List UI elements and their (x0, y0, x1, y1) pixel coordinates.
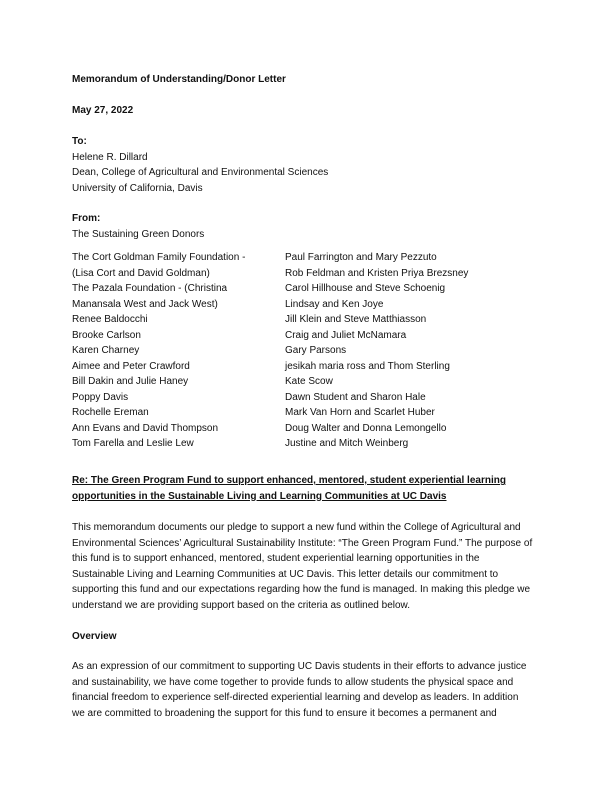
memo-title: Memorandum of Understanding/Donor Letter (72, 74, 286, 85)
paragraph-line: understand we are providing support based on the criteria as outlined below. (72, 599, 410, 611)
overview-paragraph (72, 659, 542, 721)
donor-item: Gary Parsons (285, 345, 347, 356)
to-label: To: (72, 136, 87, 147)
donor-item: Dawn Student and Sharon Hale (285, 391, 426, 403)
donor-item: Jill Klein and Steve Matthiasson (285, 314, 427, 325)
donor-item: Ann Evans and David Thompson (72, 422, 219, 434)
intro-paragraph (72, 520, 542, 613)
donor-item: Tom Farella and Leslie Lew (72, 438, 194, 449)
donor-item: Mark Van Horn and Scarlet Huber (285, 407, 435, 418)
paragraph-line: supporting this fund and our expectations regarding how the fund is managed. In making this pledge we (72, 584, 531, 595)
donor-list-right (285, 250, 468, 452)
donor-item: The Cort Goldman Family Foundation - (72, 252, 246, 263)
donor-item: Renee Baldocchi (72, 314, 148, 325)
subject-line (72, 473, 540, 504)
subject-line-1: Re: The Green Program Fund to support enhanced, mentored, student experiential learning (72, 475, 506, 486)
donor-item: Aimee and Peter Crawford (72, 360, 190, 372)
recipient-title: Dean, College of Agricultural and Environmental Sciences (72, 167, 329, 178)
donor-item: Craig and Juliet McNamara (285, 329, 407, 341)
donor-item: Karen Charney (72, 345, 140, 356)
donor-item: Paul Farrington and Mary Pezzuto (285, 252, 437, 263)
from-label: From: (72, 213, 101, 224)
recipient-block (72, 150, 328, 197)
overview-heading: Overview (72, 631, 117, 642)
donor-item: jesikah maria ross and Thom Sterling (285, 360, 450, 372)
sender-name: The Sustaining Green Donors (72, 228, 205, 240)
donor-item: Rochelle Ereman (72, 407, 149, 418)
paragraph-line: and sustainability, we have come together to provide funds to allow students the physical space and (72, 676, 514, 688)
donor-item: Doug Walter and Donna Lemongello (285, 422, 447, 434)
donor-item: Bill Dakin and Julie Haney (72, 376, 189, 387)
donor-item: Carol Hillhouse and Steve Schoenig (285, 283, 446, 294)
paragraph-line: Sustainable Living and Learning Communities at UC Davis. This letter details our commitment to (72, 568, 499, 580)
donor-item: Manansala West and Jack West) (72, 298, 218, 310)
paragraph-line: As an expression of our commitment to supporting UC Davis students in their efforts to advance justice (72, 661, 527, 672)
donor-item: Kate Scow (285, 376, 333, 387)
paragraph-line: This memorandum documents our pledge to support a new fund within the College of Agricultural and (72, 522, 521, 533)
paragraph-line: Environmental Sciences’ Agricultural Sustainability Institute: “The Green Program Fund.” The purpose of (72, 537, 533, 549)
recipient-name: Helene R. Dillard (72, 151, 148, 163)
donor-item: Brooke Carlson (72, 329, 141, 341)
donor-item: Rob Feldman and Kristen Priya Brezsney (285, 267, 469, 279)
paragraph-line: financial freedom to experience self-directed experiential learning and develop as leaders. In addition (72, 692, 519, 703)
donor-item: Poppy Davis (72, 391, 129, 403)
donor-item: (Lisa Cort and David Goldman) (72, 267, 210, 279)
memo-date: May 27, 2022 (72, 105, 134, 116)
subject-line-2: opportunities in the Sustainable Living and Learning Communities at UC Davis (72, 490, 447, 502)
donor-item: Justine and Mitch Weinberg (285, 438, 409, 449)
recipient-institution: University of California, Davis (72, 182, 203, 194)
paragraph-line: this fund is to support enhanced, mentored, student experiential learning opportunities in the (72, 553, 480, 564)
donor-list-left (72, 250, 245, 452)
paragraph-line: we are committed to broadening the support for this fund to ensure it becomes a permanent and (72, 707, 497, 719)
donor-item: The Pazala Foundation - (Christina (72, 283, 228, 294)
donor-item: Lindsay and Ken Joye (285, 298, 384, 310)
